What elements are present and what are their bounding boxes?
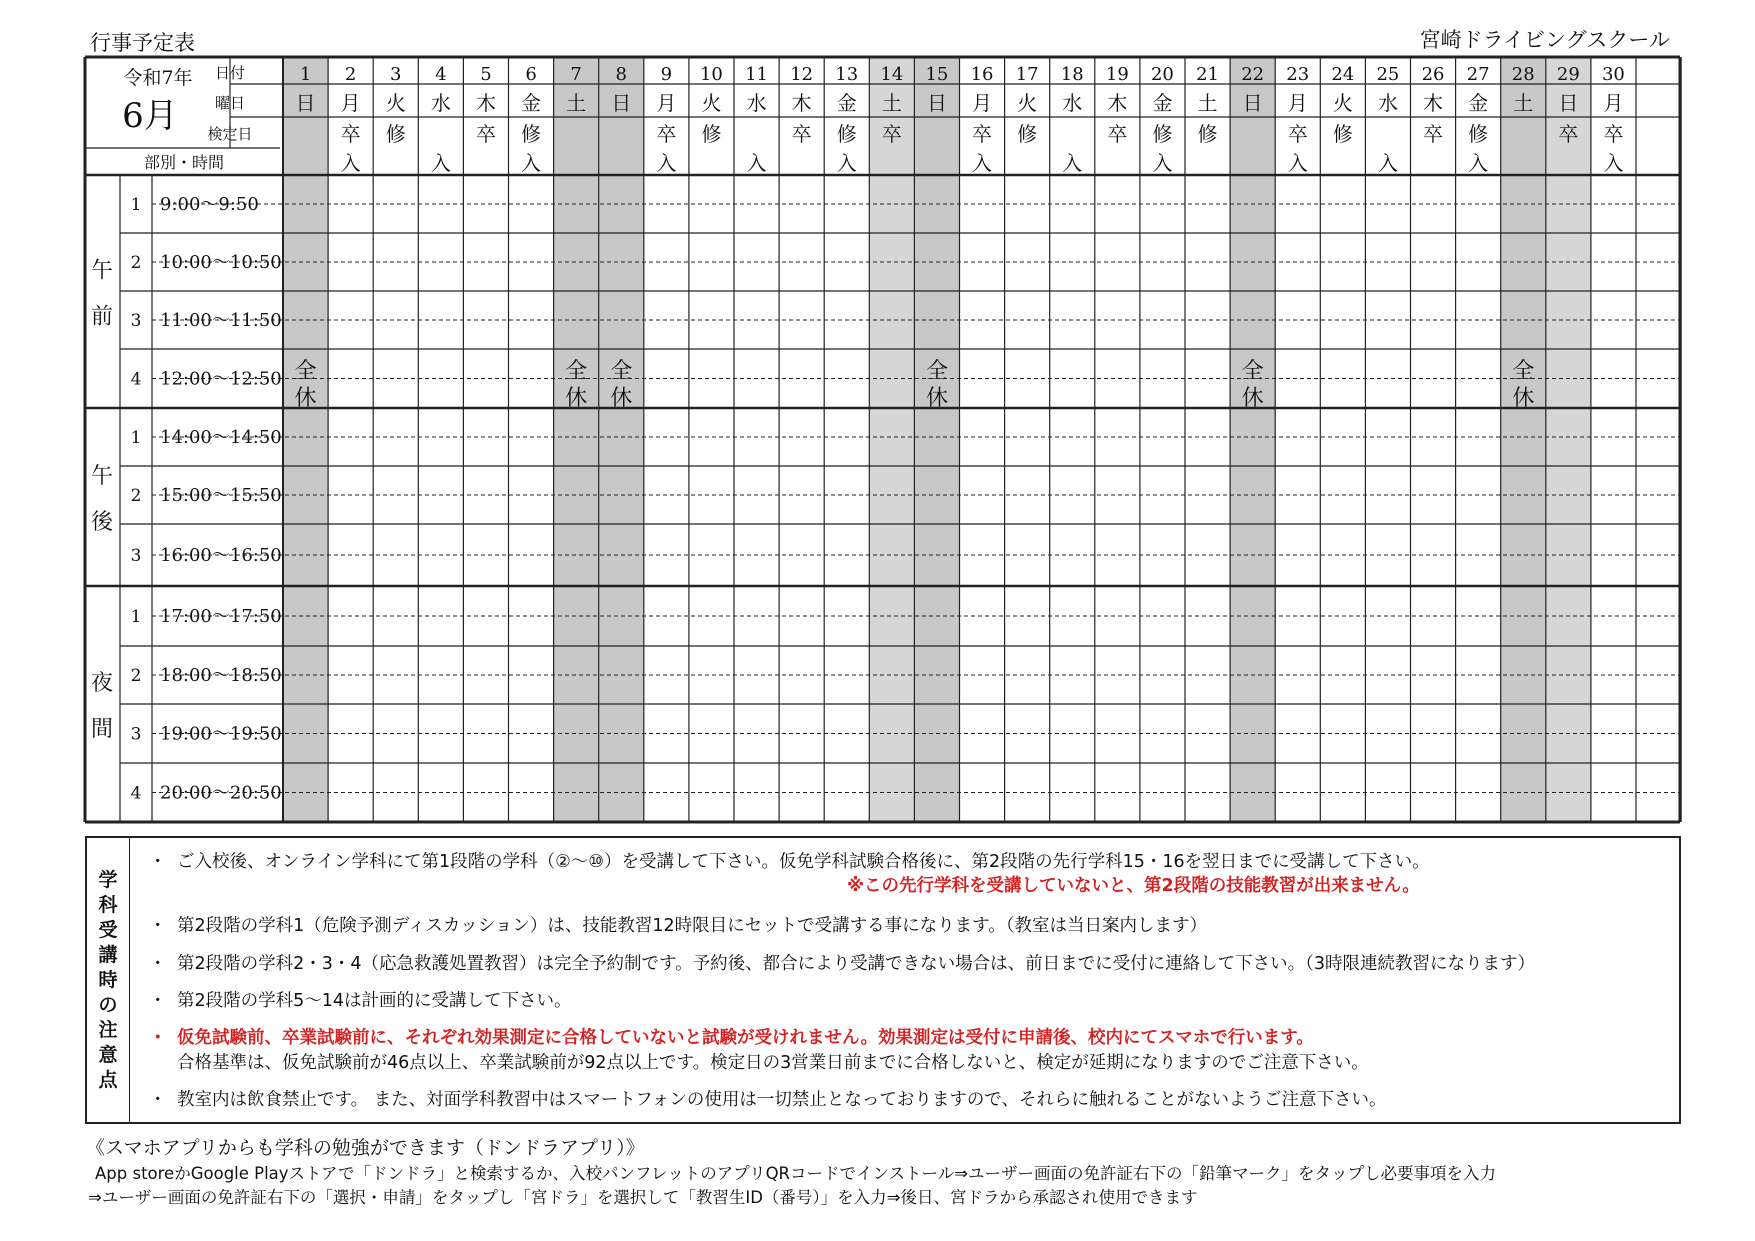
notes-label-char: 講 — [98, 943, 118, 966]
weekday-label: 木 — [791, 91, 812, 115]
exam-mark-bottom: 入 — [340, 151, 361, 175]
weekday-label: 木 — [1423, 91, 1444, 115]
period-number: 3 — [130, 311, 142, 331]
weekday-label: 土 — [1197, 91, 1218, 115]
weekday-label: 火 — [701, 91, 722, 115]
exam-mark-top: 修 — [1468, 122, 1489, 146]
exam-mark-bottom: 入 — [746, 151, 767, 175]
exam-mark-top: 修 — [836, 122, 857, 146]
period-number: 3 — [130, 546, 142, 566]
exam-mark-bottom: 入 — [836, 151, 857, 175]
period-time: 20:00～20:50 — [160, 782, 282, 804]
period-time: 17:00～17:50 — [160, 606, 282, 627]
weekday-label: 月 — [340, 91, 361, 115]
holiday-column — [283, 57, 328, 822]
holiday-label-char: 休 — [925, 386, 948, 411]
day-number: 19 — [1105, 64, 1129, 85]
exam-mark-bottom: 入 — [430, 151, 451, 175]
notes-label — [87, 838, 130, 1122]
app-instructions-line-2: ⇒ユーザー画面の免許証右下の「選択・申請」をタップし「宮ドラ」を選択して「教習生ID（番号）」を入力⇒後日、宮ドラから承認され使用できます — [88, 1188, 1198, 1207]
weekday-label: 月 — [656, 91, 677, 115]
exam-mark-top: 卒 — [881, 122, 902, 146]
weekday-label: 金 — [1152, 91, 1173, 115]
row-label-weekday: 曜日 — [214, 94, 246, 112]
exam-mark-top: 卒 — [1107, 122, 1128, 146]
exam-mark-top: 修 — [521, 122, 542, 146]
period-time: 10:00～10:50 — [160, 252, 282, 273]
period-number: 4 — [130, 783, 142, 804]
day-number: 30 — [1601, 64, 1625, 85]
section-label-char: 午 — [90, 258, 114, 284]
shaded-column — [1546, 57, 1591, 822]
note-3: ・ 第2段階の学科2・3・4（応急救護処置教習）は完全予約制です。予約後、都合により受講できない場合は、前日までに受付に連絡して下さい。（3時限連続教習になります） — [149, 954, 1536, 974]
exam-mark-top: 卒 — [656, 122, 677, 146]
row-label-exam: 検定日 — [207, 125, 253, 143]
period-number: 1 — [130, 607, 142, 627]
school-name: 宮崎ドライビングスクール — [1419, 28, 1670, 52]
period-time: 15:00～15:50 — [160, 485, 282, 506]
weekday-label: 火 — [1017, 91, 1038, 115]
period-number: 1 — [130, 428, 142, 448]
holiday-label-char: 全 — [610, 359, 633, 384]
note-6: ・ 教室内は飲食禁止です。 また、対面学科教習中はスマートフォンの使用は一切禁止となっておりますので、それらに触れることがないようご注意下さい。 — [149, 1090, 1387, 1110]
exam-mark-top: 卒 — [1603, 122, 1624, 146]
day-number: 21 — [1196, 64, 1220, 85]
period-number: 2 — [130, 486, 142, 506]
exam-mark-top: 卒 — [1558, 122, 1579, 146]
period-time: 14:00～14:50 — [160, 427, 282, 448]
weekday-label: 日 — [1242, 91, 1263, 115]
day-number: 14 — [880, 64, 904, 85]
day-number: 1 — [299, 64, 312, 85]
holiday-label-char: 休 — [1512, 386, 1535, 411]
weekday-label: 火 — [1332, 91, 1353, 115]
day-number: 3 — [390, 64, 402, 85]
exam-mark-top: 卒 — [1287, 122, 1308, 146]
exam-mark-top: 修 — [1197, 122, 1218, 146]
page-title: 行事予定表 — [90, 31, 195, 55]
day-number: 10 — [699, 64, 723, 85]
weekday-label: 金 — [1468, 91, 1489, 115]
holiday-label-char: 全 — [565, 359, 588, 384]
holiday-column — [599, 57, 644, 822]
weekday-label: 日 — [611, 91, 632, 115]
exam-mark-bottom: 入 — [1287, 151, 1308, 175]
notes-label-char: 意 — [98, 1043, 118, 1066]
notes-label-char: 学 — [98, 868, 118, 891]
holiday-label-char: 全 — [925, 359, 948, 384]
exam-mark-top: 修 — [1152, 122, 1173, 146]
exam-mark-bottom: 入 — [1377, 151, 1398, 175]
exam-mark-bottom: 入 — [1152, 151, 1173, 175]
weekday-label: 土 — [1513, 91, 1534, 115]
exam-mark-top: 修 — [1017, 122, 1038, 146]
notes-label-char: 科 — [98, 893, 118, 916]
exam-mark-bottom: 入 — [521, 151, 542, 175]
weekday-label: 金 — [521, 91, 542, 115]
exam-mark-bottom: 入 — [972, 151, 993, 175]
period-time: 12:00～12:50 — [160, 368, 282, 390]
exam-mark-top: 卒 — [340, 122, 361, 146]
period-time: 19:00～19:50 — [160, 723, 282, 745]
note-1-warning: ※この先行学科を受講していないと、第2段階の技能教習が出来ません。 — [847, 876, 1420, 896]
exam-mark-top: 修 — [1332, 122, 1353, 146]
exam-mark-bottom: 入 — [656, 151, 677, 175]
holiday-column — [554, 57, 599, 822]
month-label: 6月 — [122, 96, 178, 136]
weekday-label: 火 — [385, 91, 406, 115]
era-label: 令和7年 — [123, 67, 193, 89]
weekday-label: 木 — [475, 91, 496, 115]
day-number: 20 — [1150, 64, 1174, 85]
period-time: 9:00～9:50 — [160, 194, 259, 215]
exam-mark-bottom: 入 — [1062, 151, 1083, 175]
weekday-label: 月 — [972, 91, 993, 115]
weekday-label: 木 — [1107, 91, 1128, 115]
period-number: 2 — [130, 253, 142, 273]
note-5-criteria: 合格基準は、仮免試験前が46点以上、卒業試験前が92点以上です。検定日の3営業日前までに合格しないと、検定が延期になりますのでご注意下さい。 — [177, 1053, 1369, 1073]
exam-mark-bottom: 入 — [1468, 151, 1489, 175]
notes-label-char: 受 — [98, 918, 118, 941]
day-number: 27 — [1466, 64, 1490, 85]
weekday-label: 日 — [295, 91, 316, 115]
weekday-label: 水 — [1062, 91, 1083, 115]
day-number: 16 — [970, 64, 994, 85]
exam-mark-top: 卒 — [1423, 122, 1444, 146]
weekday-label: 土 — [566, 91, 587, 115]
exam-mark-top: 修 — [701, 122, 722, 146]
weekday-label: 水 — [746, 91, 767, 115]
holiday-label-char: 休 — [1241, 386, 1264, 411]
period-number: 1 — [130, 195, 142, 215]
holiday-label-char: 全 — [1241, 359, 1264, 384]
holiday-label-char: 休 — [610, 386, 633, 411]
holiday-column — [1230, 57, 1275, 822]
day-number: 17 — [1015, 64, 1039, 85]
period-number: 2 — [130, 666, 142, 686]
row-label-date: 日付 — [214, 64, 246, 82]
section-label-char: 前 — [90, 304, 114, 330]
notes-label-char: の — [98, 993, 118, 1016]
day-number: 4 — [435, 64, 447, 85]
notes-label-char: 注 — [98, 1018, 118, 1041]
exam-mark-top: 卒 — [475, 122, 496, 146]
day-number: 5 — [480, 64, 492, 85]
day-number: 11 — [745, 64, 769, 85]
exam-mark-top: 卒 — [791, 122, 812, 146]
weekday-label: 月 — [1287, 91, 1308, 115]
day-number: 12 — [790, 64, 814, 85]
weekday-label: 金 — [836, 91, 857, 115]
holiday-column — [1501, 57, 1546, 822]
period-time: 18:00～18:50 — [160, 665, 282, 686]
day-number: 9 — [660, 64, 673, 85]
day-number: 28 — [1511, 64, 1535, 85]
holiday-label-char: 全 — [294, 359, 317, 384]
weekday-label: 土 — [881, 91, 902, 115]
section-time-header: 部別・時間 — [143, 153, 225, 172]
day-number: 18 — [1060, 64, 1084, 85]
day-number: 26 — [1421, 64, 1445, 85]
note-1: ・ ご入校後、オンライン学科にて第1段階の学科（②～⑩）を受講して下さい。仮免学科試験合格後に、第2段階の先行学科15・16を翌日までに受講して下さい。 — [149, 852, 1430, 872]
note-2: ・ 第2段階の学科1（危険予測ディスカッション）は、技能教習12時限目にセットで受講する事になります。（教室は当日案内します） — [149, 916, 1207, 936]
note-4: ・ 第2段階の学科5～14は計画的に受講して下さい。 — [149, 991, 572, 1011]
weekday-label: 日 — [1558, 91, 1579, 115]
notes-label-char: 時 — [98, 968, 118, 991]
shaded-column — [869, 57, 914, 822]
period-number: 4 — [130, 369, 142, 390]
app-section-title: 《スマホアプリからも学科の勉強ができます（ドンドラアプリ）》 — [86, 1137, 645, 1159]
day-number: 25 — [1376, 64, 1400, 85]
section-label-char: 夜 — [90, 671, 114, 696]
weekday-label: 水 — [1377, 91, 1398, 115]
exam-mark-top: 修 — [385, 122, 406, 146]
holiday-column — [914, 57, 959, 822]
day-number: 13 — [835, 64, 859, 85]
notes-label-char: 点 — [98, 1068, 118, 1091]
notes-box — [85, 836, 1681, 1124]
holiday-label-char: 全 — [1512, 359, 1535, 384]
day-number: 2 — [344, 64, 357, 85]
day-number: 8 — [615, 64, 627, 85]
exam-mark-bottom: 入 — [1603, 151, 1624, 175]
holiday-label-char: 休 — [565, 386, 588, 411]
app-instructions-line-1: App storeかGoogle Playストアで「ドンドラ」と検索するか、入校パンフレットのアプリQRコードでインストール⇒ユーザー画面の免許証右下の「鉛筆マーク」をタップし必要事項を入力 — [95, 1164, 1497, 1183]
period-number: 3 — [130, 724, 142, 745]
weekday-label: 水 — [430, 91, 451, 115]
section-label-char: 後 — [90, 510, 114, 535]
day-number: 15 — [925, 64, 949, 85]
note-5: ・ 仮免試験前、卒業試験前に、それぞれ効果測定に合格していないと試験が受けれません。効果測定は受付に申請後、校内にてスマホで行います。 — [149, 1028, 1314, 1048]
day-number: 7 — [570, 64, 582, 85]
day-number: 23 — [1286, 64, 1310, 85]
exam-mark-top: 卒 — [972, 122, 993, 146]
weekday-label: 日 — [926, 91, 947, 115]
day-number: 29 — [1556, 64, 1580, 85]
period-time: 16:00～16:50 — [160, 545, 282, 566]
section-label-char: 間 — [90, 717, 114, 742]
weekday-label: 月 — [1603, 91, 1624, 115]
period-time: 11:00～11:50 — [160, 310, 282, 331]
holiday-label-char: 休 — [294, 386, 317, 411]
section-label-char: 午 — [90, 464, 114, 489]
day-number: 24 — [1331, 64, 1355, 85]
day-number: 22 — [1241, 64, 1265, 85]
day-number: 6 — [525, 64, 537, 85]
